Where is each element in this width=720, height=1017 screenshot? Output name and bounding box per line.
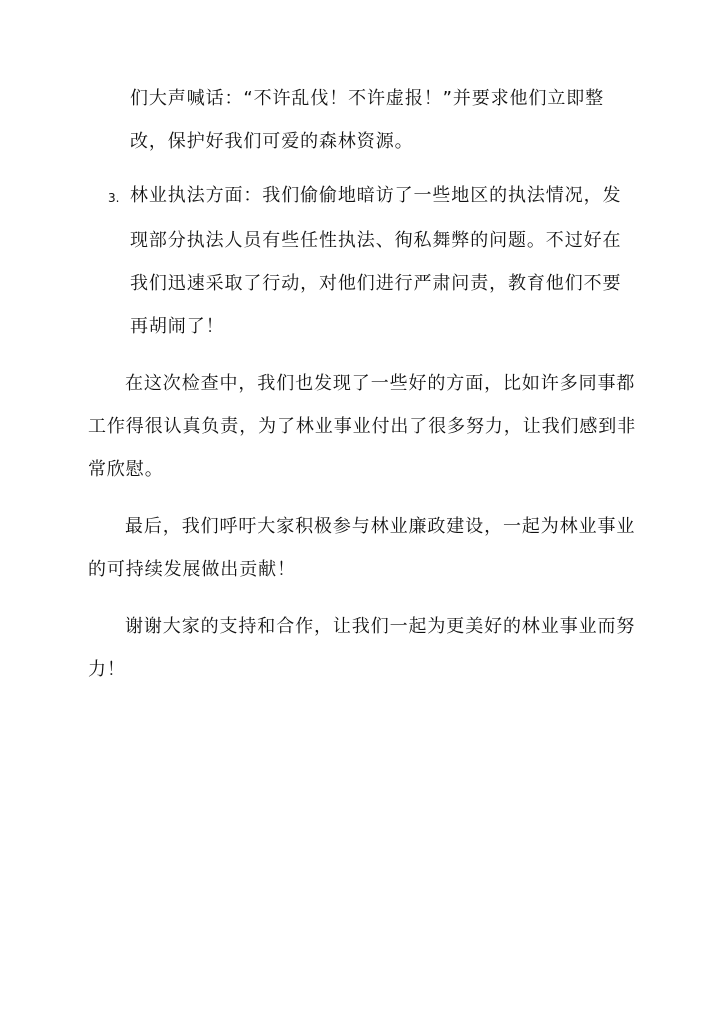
paragraph-line: 工作得很认真负责，为了林业事业付出了很多努力，让我们感到非 <box>88 416 637 437</box>
paragraph-line: 最后，我们呼吁大家积极参与林业廉政建设，一起为林业事业 <box>125 516 636 537</box>
list-item-number: 3. <box>108 191 120 205</box>
list-item-continuation-line: 改，保护好我们可爱的森林资源。 <box>130 131 414 152</box>
paragraph-line: 的可持续发展做出贡献！ <box>88 559 296 580</box>
list-item-line: 林业执法方面：我们偷偷地暗访了一些地区的执法情况，发 <box>130 185 622 206</box>
paragraph-line: 谢谢大家的支持和合作，让我们一起为更美好的林业事业而努 <box>125 616 636 637</box>
paragraph-line: 力！ <box>88 659 126 680</box>
list-item-continuation-line: 们大声喊话：“不许乱伐！不许虚报！”并要求他们立即整 <box>130 88 605 109</box>
list-item-line: 再胡闹了！ <box>130 316 225 337</box>
list-item-line: 现部分执法人员有些任性执法、徇私舞弊的问题。不过好在 <box>130 230 622 251</box>
paragraph-line: 常欣慰。 <box>88 459 164 480</box>
list-item-line: 我们迅速采取了行动，对他们进行严肃问责，教育他们不要 <box>130 273 622 294</box>
paragraph-line: 在这次检查中，我们也发现了一些好的方面，比如许多同事都 <box>125 373 636 394</box>
